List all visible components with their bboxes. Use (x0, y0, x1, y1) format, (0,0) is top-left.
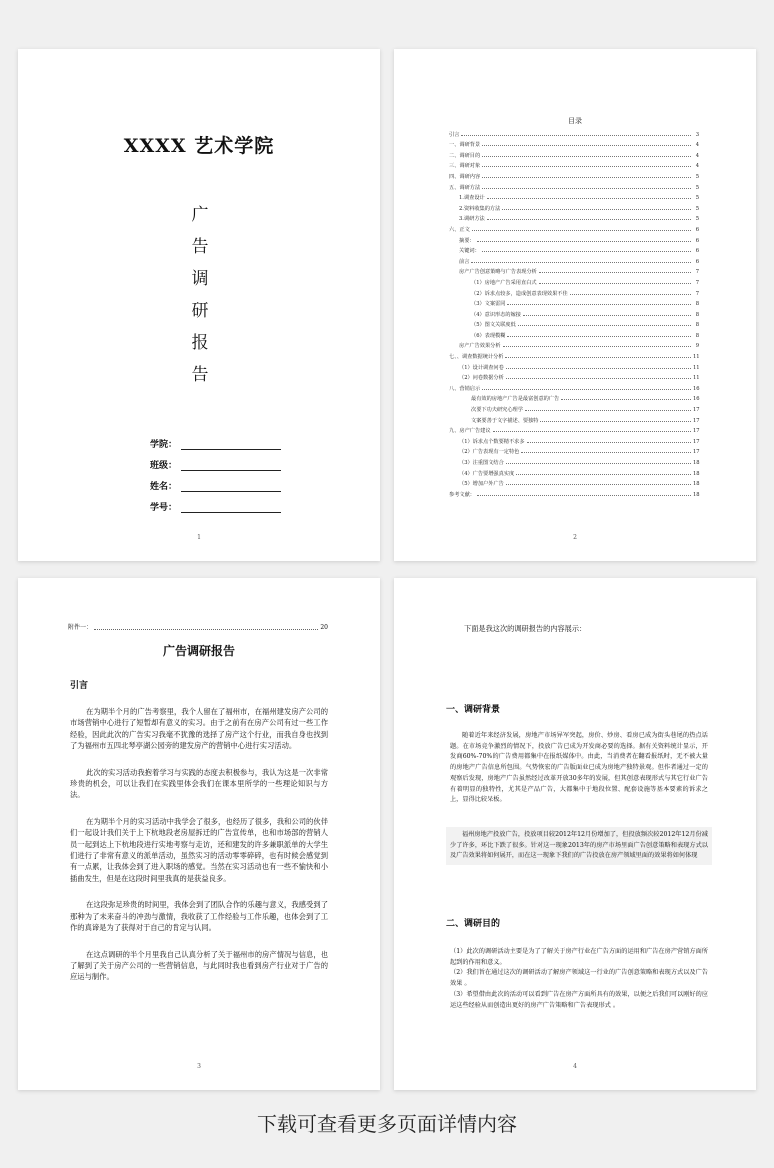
toc-page-number: 16 (693, 396, 700, 403)
toc-page-number: 11 (693, 375, 700, 382)
report-title-vertical (189, 199, 211, 391)
toc-row (449, 148, 699, 159)
report-page-3 (18, 578, 380, 1090)
toc-page-number: 6 (695, 258, 699, 265)
toc-list (449, 127, 699, 498)
section-heading: 引言 (70, 681, 89, 691)
toc-label: 三、调研对象 (449, 163, 481, 170)
toc-label: 六、正文 (449, 226, 470, 233)
toc-row (449, 265, 699, 276)
title-char: 报 (191, 333, 209, 353)
toc-label: （4）意识形态的嫁接 (471, 311, 521, 318)
toc-row (449, 286, 699, 297)
toc-page-number: 11 (693, 354, 700, 361)
toc-label: 摘要： (459, 237, 475, 244)
toc-row (449, 222, 699, 233)
toc-page-number: 3 (695, 131, 699, 138)
toc-label: （1）设计调查问卷 (459, 364, 504, 371)
toc-page-number: 5 (695, 205, 699, 212)
info-fields (150, 429, 281, 513)
toc-label: 七、、调查数据统计分析 (449, 354, 504, 361)
toc-label: 前言 (459, 258, 470, 265)
toc-label: （3）注重图文结合 (459, 460, 504, 466)
toc-page-number: 17 (693, 428, 700, 435)
paragraph: 在为期半个月的广告考察里，我个人留在了福州市，在福州建发房产公司的市场营销中心进行了短暂却有意义的实习。由于之前有在房产公司有过一些工作经验，因此此次的广告实习我毫不犹豫的选择了房产这个行业，而我自身也找到了为福州市五四北琴亭湖公园旁的建发房产的营销中心进行实习活动。 (70, 707, 328, 751)
section-heading: 一、调研背景 (446, 705, 501, 715)
toc-label: 2.资料收集的方法 (459, 205, 501, 212)
toc-label: 引言 (449, 131, 460, 138)
toc-label: 3.调研方法 (459, 216, 485, 223)
toc-row (449, 212, 699, 223)
name-field: 姓名： (150, 471, 281, 492)
toc-page-number: 5 (695, 184, 699, 191)
toc-title: 目录 (568, 117, 582, 125)
toc-row (449, 339, 699, 350)
background-block (446, 728, 712, 809)
toc-page-number: 16 (693, 385, 700, 392)
toc-page-number: 7 (695, 269, 699, 276)
toc-label: （2）诉求点较多，造成创意表现效果不佳 (471, 290, 568, 297)
toc-label: （2）问卷数据分析 (459, 375, 504, 382)
toc-label: （1）诉求点个数要精不求多 (459, 438, 525, 445)
download-caption: 下载可查看更多页面详情内容 (257, 1112, 517, 1136)
toc-label: （1）房地产广告采用直白式 (471, 279, 537, 286)
toc-row (449, 424, 699, 435)
toc-label: 房产广告创意策略与广告表现分析 (459, 269, 537, 276)
student-id-field: 学号： (150, 492, 281, 513)
toc-page-number: 4 (695, 152, 699, 159)
toc-page-number: 5 (695, 216, 699, 223)
toc-page-number: 8 (695, 311, 699, 318)
toc-label: （2）广告表现有一定特色 (459, 449, 520, 456)
toc-row (449, 349, 699, 360)
toc-page-number: 4 (695, 163, 699, 170)
toc-row (449, 477, 699, 488)
toc-page-number: 5 (695, 173, 699, 180)
toc-label: 参考文献： (449, 491, 475, 498)
class-field: 班级： (150, 450, 281, 471)
toc-row (449, 244, 699, 255)
paragraph: （1）此次的调研活动主要是为了了解关于房产行业在广告方面的运用和广告在房产营销方面所起到的作用和意义。 (450, 948, 708, 966)
page-number: 1 (197, 534, 201, 541)
toc-label: 次要下功夫研究心理学 (471, 407, 523, 414)
toc-row (449, 466, 699, 477)
toc-label: 二、调研目的 (449, 152, 481, 159)
toc-page (394, 49, 756, 561)
toc-page-number: 4 (695, 142, 699, 149)
toc-row (449, 233, 699, 244)
toc-row (449, 392, 699, 403)
title-char: 调 (191, 269, 209, 289)
toc-label: 关键词： (459, 248, 480, 255)
toc-row (449, 275, 699, 286)
toc-page-number: 9 (695, 343, 699, 350)
toc-label: （4）广告要增强真实度 (459, 470, 515, 477)
toc-row (449, 138, 699, 149)
toc-page-number: 17 (693, 407, 700, 414)
toc-label: 九、房产广告建议 (449, 428, 491, 435)
toc-row (449, 307, 699, 318)
intro-line: 下面是我这次的调研报告的内容展示： (464, 624, 587, 633)
toc-label: 一、调研背景 (449, 142, 481, 149)
toc-label: 五、调研方法 (449, 184, 481, 191)
toc-row (449, 371, 699, 382)
paragraph: （3）希望借由此次的活动可以看到广告在房产方面所具有的效果，以便之后我们可以刚好的应运这些经验从而创造出更好的房产广告策略和广告表现形式 。 (450, 990, 708, 1009)
toc-row (449, 159, 699, 170)
toc-label: 文案要善于文字描述、要独特 (471, 417, 539, 424)
toc-label: 最有效的房地产广告是最富创意的广告 (471, 396, 560, 403)
toc-row (449, 180, 699, 191)
toc-page-number: 7 (695, 290, 699, 297)
toc-page-number: 6 (695, 226, 699, 233)
toc-label: 房产广告效果分析 (459, 343, 501, 350)
report-title: 广告调研报告 (162, 644, 235, 658)
toc-page-number: 6 (695, 237, 699, 244)
toc-row (449, 318, 699, 329)
toc-label: （5）增加户外广告 (459, 481, 504, 488)
toc-label: （3）文案雷同 (471, 301, 506, 308)
toc-page-number: 18 (693, 460, 700, 466)
background-block-shaded (446, 827, 712, 865)
paragraph: 在为期半个月的实习活动中我学会了很多，也经历了很多，我和公司的伙伴们一起设计我们关于上下杭地段老房屋拆迁的广告宣传单，也和市场部的营销人员一起到达上下杭地段进行实地考察与走访，还和建发的许多兼职派单的大学生们进行了非常有意义的派单活动，虽然实习的活动零零碎碎，也有时候会感觉到有一点累，让我体会到了进入职场的感觉。当然在实习活动也有一些不愉快和小插曲发生，但是在这段时间里我真的是获益良多。 (70, 816, 328, 883)
toc-page-number: 8 (695, 322, 699, 329)
toc-row (449, 455, 699, 466)
toc-row (449, 169, 699, 180)
paragraph: 在这段弥足珍贵的时间里，我体会到了团队合作的乐趣与意义，我感受到了那种为了未来奋斗的冲劲与激情，我收获了工作经验与工作乐趣，也体会到了工作的真谛是为了获得对于自己的肯定与认同。 (70, 900, 328, 933)
report-page-4 (394, 578, 756, 1090)
toc-row (449, 201, 699, 212)
cover-page (18, 49, 380, 561)
paragraph: 随着近年来经济发展，房地产市场异军突起，房价、炒房、看房已成为街头巷尾的热点话题。在市场竞争激烈的情况下，投放广告已成为开发商必要的选择。据有关资料统计显示，开发商60%-70%的广告费用都集中在报纸媒体中。由此，当消费者在翻看报纸时，无不被大量的房地产广告信息所包围。气势恢宏的广告版面业已成为房地产独特景观。但作者通过一定的观察后发现，房地产广告虽然经过改革开放30多年的发展，但其创意表现形式与其它行业广告有着明显的独特性，尤其是产品广告，大都集中于地段位置、配套设施等基本要素的诉求之上，显得比较呆板。 (450, 732, 708, 804)
page-number: 3 (197, 1063, 201, 1070)
title-char: 告 (191, 365, 209, 385)
paragraph: 福州房地产投放广告，投放项目较2012年12月份增加了，但投放频次较2012年12月份减少了许多，环比下跌了很多。针对这一现象2013年的房产市场里面广告创意策略和表现方式以及广告效果将如何展开，而在这一现象下我们的广告投放在房产领域里面的效果将如何体现 (450, 831, 708, 860)
toc-label: （6）表现模糊 (471, 332, 506, 339)
toc-row (449, 445, 699, 456)
title-char: 告 (191, 237, 209, 257)
toc-page-number: 8 (695, 301, 699, 308)
toc-page-number: 17 (693, 417, 700, 424)
toc-page-number: 18 (693, 481, 700, 488)
school-name: XXXX 艺术学院 (123, 135, 275, 157)
toc-row (449, 360, 699, 371)
toc-row (449, 328, 699, 339)
title-char: 广 (191, 205, 209, 225)
paragraph: （2）我们旨在通过这次的调研活动了解房产领域这一行业的广告创意策略和表现方式以及广告效果 。 (450, 969, 708, 988)
attachment-header: 附件一： 20 (68, 624, 328, 631)
toc-row (449, 191, 699, 202)
toc-row (449, 413, 699, 424)
toc-page-number: 17 (693, 438, 700, 445)
toc-page-number: 5 (695, 195, 699, 202)
toc-row (449, 381, 699, 392)
toc-label: 1.调查设计 (459, 195, 485, 202)
page-number: 2 (573, 534, 577, 541)
toc-row (449, 297, 699, 308)
toc-label: 八、营销启示 (449, 385, 481, 392)
page-number: 4 (573, 1063, 577, 1070)
toc-label: 四、调研内容 (449, 173, 481, 180)
toc-page-number: 17 (693, 449, 700, 456)
paragraph: 在这点调研的半个月里我自己认真分析了关于福州市的房产情况与信息，也了解到了关于房产公司的一些营销信息，与此同时我也看到房产行业对于广告的应运与制作。 (70, 949, 328, 982)
toc-row (449, 127, 699, 138)
toc-row (449, 402, 699, 413)
toc-page-number: 8 (695, 332, 699, 339)
toc-page-number: 18 (693, 470, 700, 477)
toc-row (449, 434, 699, 445)
toc-label: （5）图文关联度低 (471, 322, 516, 329)
toc-page-number: 7 (695, 279, 699, 286)
college-field: 学院： (150, 429, 281, 450)
toc-page-number: 6 (695, 248, 699, 255)
toc-row (449, 487, 699, 498)
toc-page-number: 11 (693, 364, 700, 371)
paragraph: 此次的实习活动我抱着学习与实践的态度去积极参与，我认为这是一次非常珍贵的机会，可以让我们在实践里体会我们在课本里所学的一些理论知识与方法。 (70, 767, 328, 800)
intro-body (70, 706, 328, 998)
toc-page-number: 18 (693, 491, 700, 498)
purpose-block (446, 944, 712, 1014)
toc-row (449, 254, 699, 265)
title-char: 研 (191, 301, 209, 321)
section-heading: 二、调研目的 (446, 919, 501, 929)
